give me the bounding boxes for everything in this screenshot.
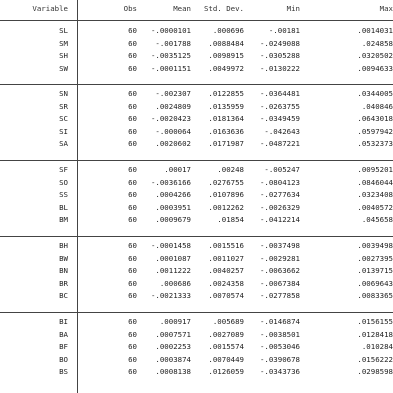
cell-mean: .0024809: [155, 101, 191, 111]
cell-variable: SN: [59, 89, 68, 98]
cell-obs: 60: [128, 278, 137, 288]
cell-sd: .01854: [217, 215, 244, 225]
cell-min: -.0277858: [259, 291, 300, 301]
cell-max: .045658: [361, 215, 393, 225]
header-std-dev: Std. Dev.: [203, 4, 244, 13]
cell-min: -.0067384: [259, 278, 300, 288]
cell-mean: .0001087: [155, 253, 191, 263]
group-separator: [0, 84, 393, 85]
cell-max: .0344005: [357, 89, 393, 98]
cell-min: -.0053046: [259, 342, 300, 352]
cell-mean: -.0036166: [150, 177, 191, 187]
cell-max: .0083365: [357, 291, 393, 301]
cell-min: -.0029281: [259, 253, 300, 263]
cell-variable: BS: [59, 367, 68, 377]
cell-obs: 60: [128, 101, 137, 111]
cell-sd: .0070449: [208, 354, 244, 364]
cell-obs: 60: [128, 126, 137, 136]
cell-mean: .0003874: [155, 354, 191, 364]
cell-sd: .0107896: [208, 190, 244, 200]
cell-min: -.0130222: [259, 63, 300, 73]
cell-variable: SO: [59, 177, 68, 187]
cell-sd: .0049972: [208, 63, 244, 73]
cell-mean: .000686: [159, 278, 191, 288]
cell-sd: .0126059: [208, 367, 244, 377]
cell-variable: SF: [59, 165, 68, 174]
header-variable: Variable: [32, 4, 68, 13]
cell-min: -.0343736: [259, 367, 300, 377]
cell-obs: 60: [128, 202, 137, 212]
cell-obs: 60: [128, 241, 137, 250]
cell-mean: .0011222: [155, 266, 191, 276]
cell-obs: 60: [128, 266, 137, 276]
cell-mean: -.002307: [155, 89, 191, 98]
cell-max: .0039498: [357, 241, 393, 250]
cell-obs: 60: [128, 317, 137, 326]
cell-variable: SM: [59, 38, 68, 48]
cell-mean: .0009679: [155, 215, 191, 225]
cell-variable: BI: [59, 317, 68, 326]
cell-max: .0532373: [357, 139, 393, 149]
cell-mean: -.0021333: [150, 291, 191, 301]
cell-min: -.00181: [268, 26, 300, 35]
cell-obs: 60: [128, 38, 137, 48]
cell-min: -.0305288: [259, 51, 300, 61]
header-mean: Mean: [173, 4, 191, 13]
cell-min: -.0263755: [259, 101, 300, 111]
cell-sd: .005689: [212, 317, 244, 326]
cell-variable: SS: [59, 190, 68, 200]
cell-max: .0027395: [357, 253, 393, 263]
cell-obs: 60: [128, 342, 137, 352]
cell-sd: .000696: [212, 26, 244, 35]
cell-max: .0298598: [357, 367, 393, 377]
cell-obs: 60: [128, 253, 137, 263]
cell-mean: -.0035125: [150, 51, 191, 61]
cell-mean: .0008138: [155, 367, 191, 377]
cell-obs: 60: [128, 367, 137, 377]
cell-sd: .0088484: [208, 38, 244, 48]
cell-obs: 60: [128, 63, 137, 73]
cell-variable: SR: [59, 101, 68, 111]
cell-max: .0597942: [357, 126, 393, 136]
cell-mean: .00017: [164, 165, 191, 174]
cell-min: -.0026329: [259, 202, 300, 212]
cell-variable: SH: [59, 51, 68, 61]
cell-variable: BM: [59, 215, 68, 225]
cell-max: .0014031: [357, 26, 393, 35]
cell-variable: BH: [59, 241, 68, 250]
cell-mean: .0002253: [155, 342, 191, 352]
cell-obs: 60: [128, 165, 137, 174]
cell-variable: BC: [59, 291, 68, 301]
cell-sd: .0122855: [208, 89, 244, 98]
cell-obs: 60: [128, 139, 137, 149]
cell-min: -.0804123: [259, 177, 300, 187]
cell-variable: SW: [59, 63, 68, 73]
group-separator: [0, 160, 393, 161]
cell-obs: 60: [128, 190, 137, 200]
cell-max: .0156155: [357, 317, 393, 326]
cell-obs: 60: [128, 114, 137, 124]
cell-sd: .0135959: [208, 101, 244, 111]
cell-sd: .0012262: [208, 202, 244, 212]
cell-mean: .0003951: [155, 202, 191, 212]
cell-obs: 60: [128, 291, 137, 301]
header-separator: [0, 20, 393, 21]
cell-sd: .0098915: [208, 51, 244, 61]
cell-min: -.0249088: [259, 38, 300, 48]
cell-variable: BO: [59, 354, 68, 364]
cell-variable: BA: [59, 329, 68, 339]
cell-min: -.0364481: [259, 89, 300, 98]
cell-min: -.042643: [264, 126, 300, 136]
cell-mean: -.0000101: [150, 26, 191, 35]
cell-min: -.0038501: [259, 329, 300, 339]
cell-variable: BN: [59, 266, 68, 276]
cell-sd: .0070574: [208, 291, 244, 301]
cell-obs: 60: [128, 177, 137, 187]
column-divider: [77, 0, 78, 393]
cell-max: .0643018: [357, 114, 393, 124]
cell-sd: .00248: [217, 165, 244, 174]
cell-sd: .0015574: [208, 342, 244, 352]
cell-mean: .0004266: [155, 190, 191, 200]
cell-variable: SA: [59, 139, 68, 149]
cell-min: -.0063662: [259, 266, 300, 276]
cell-obs: 60: [128, 215, 137, 225]
cell-max: .0320502: [357, 51, 393, 61]
cell-variable: BF: [59, 342, 68, 352]
cell-mean: -.0001151: [150, 63, 191, 73]
cell-obs: 60: [128, 51, 137, 61]
cell-min: -.0349459: [259, 114, 300, 124]
cell-obs: 60: [128, 354, 137, 364]
cell-max: .0128418: [357, 329, 393, 339]
cell-variable: BL: [59, 202, 68, 212]
group-separator: [0, 312, 393, 313]
cell-max: .010284: [361, 342, 393, 352]
header-min: Min: [286, 4, 300, 13]
cell-sd: .0024358: [208, 278, 244, 288]
cell-variable: SI: [59, 126, 68, 136]
cell-sd: .0163636: [208, 126, 244, 136]
cell-sd: .0276755: [208, 177, 244, 187]
cell-max: .0323408: [357, 190, 393, 200]
cell-min: -.0037498: [259, 241, 300, 250]
cell-min: -.005247: [264, 165, 300, 174]
cell-min: -.0390678: [259, 354, 300, 364]
cell-max: .0069643: [357, 278, 393, 288]
cell-mean: .0020602: [155, 139, 191, 149]
cell-variable: BR: [59, 278, 68, 288]
cell-variable: SL: [59, 26, 68, 35]
cell-sd: .0011027: [208, 253, 244, 263]
cell-obs: 60: [128, 329, 137, 339]
cell-max: .0094633: [357, 63, 393, 73]
cell-min: -.0412214: [259, 215, 300, 225]
cell-mean: -.0020423: [150, 114, 191, 124]
cell-max: .024858: [361, 38, 393, 48]
cell-variable: BW: [59, 253, 68, 263]
cell-sd: .0027089: [208, 329, 244, 339]
cell-mean: -.001788: [155, 38, 191, 48]
header-max: Max: [379, 4, 393, 13]
cell-max: .0095201: [357, 165, 393, 174]
cell-max: .0156222: [357, 354, 393, 364]
cell-min: -.0146874: [259, 317, 300, 326]
cell-max: .0846044: [357, 177, 393, 187]
cell-mean: -.0001458: [150, 241, 191, 250]
cell-min: -.0277634: [259, 190, 300, 200]
cell-max: .040846: [361, 101, 393, 111]
cell-obs: 60: [128, 89, 137, 98]
cell-max: .0040572: [357, 202, 393, 212]
cell-sd: .0015516: [208, 241, 244, 250]
cell-mean: .0007571: [155, 329, 191, 339]
cell-mean: .000917: [159, 317, 191, 326]
cell-variable: SC: [59, 114, 68, 124]
cell-sd: .0171987: [208, 139, 244, 149]
cell-sd: .0040257: [208, 266, 244, 276]
group-separator: [0, 236, 393, 237]
cell-obs: 60: [128, 26, 137, 35]
cell-max: .0139715: [357, 266, 393, 276]
cell-sd: .0181364: [208, 114, 244, 124]
cell-min: -.0487221: [259, 139, 300, 149]
cell-mean: -.000064: [155, 126, 191, 136]
header-obs: Obs: [123, 4, 137, 13]
